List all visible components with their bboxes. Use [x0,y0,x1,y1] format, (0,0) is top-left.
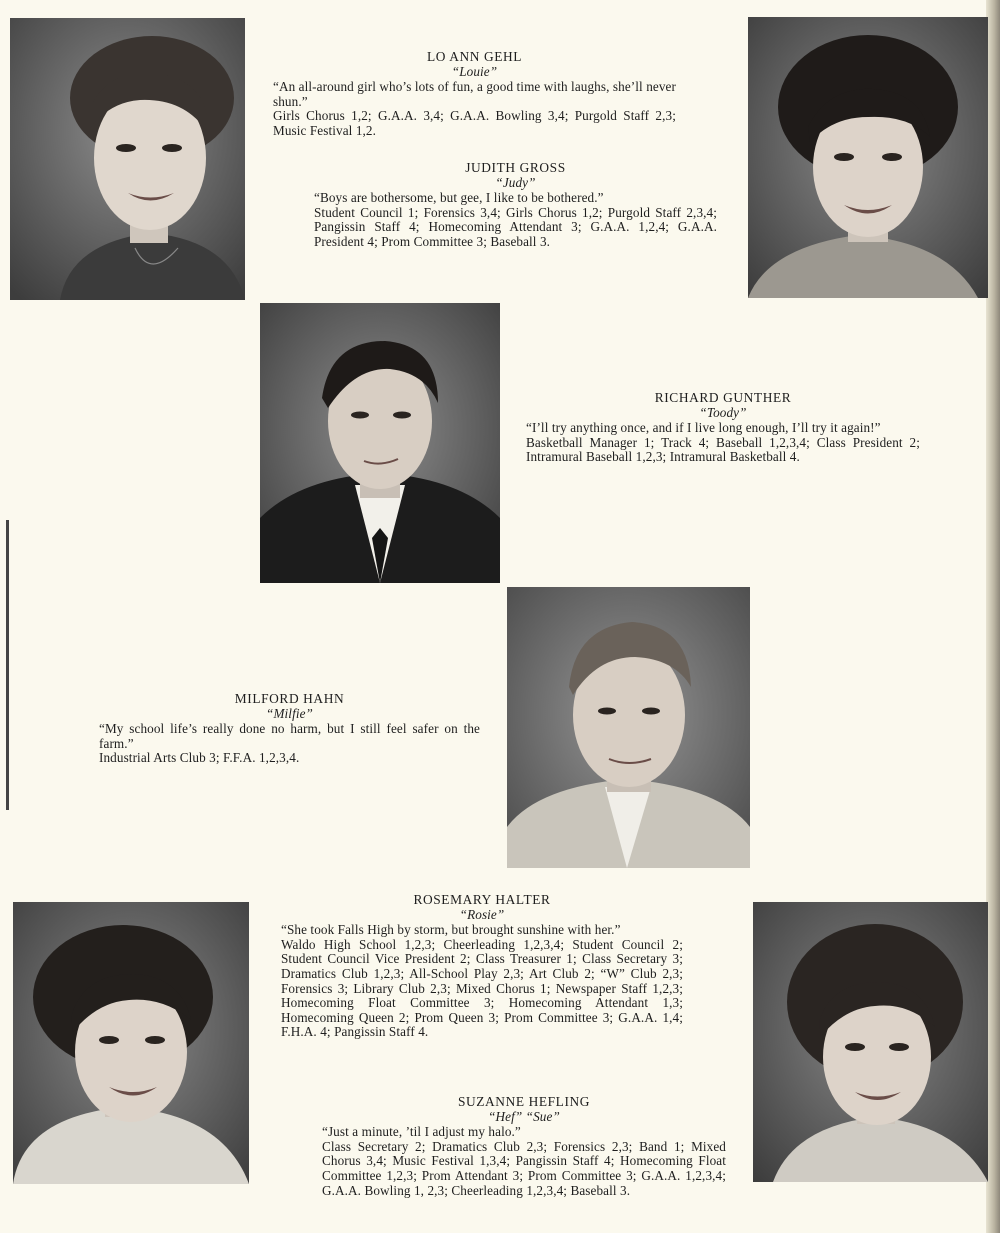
senior-activities: Class Secretary 2; Dramatics Club 2,3; Forensics 2,3; Band 1; Mixed Chorus 3,4; Music Festival 1,3,4; Pangissin Staff 4; Homecoming Float Committee 1,2,3; Prom Attendant 3; Prom Committee 3; G.A.A. 1,2,3,4; G.A.A. Bowling 1, 2,3; Cheerleading 1,2,3,4; Baseball 3. [322,1138,726,1198]
senior-quote: “My school life’s really done no harm, but I still feel safer on the farm.” [99,721,480,751]
senior-activities: Industrial Arts Club 3; F.F.A. 1,2,3,4. [99,750,300,766]
senior-nickname: “Toody” [699,404,747,420]
senior-nickname: “Rosie” [459,906,505,922]
portrait-photo-rosemary-halter [13,902,249,1184]
senior-nickname: “Milfie” [266,705,313,721]
senior-nickname: “Hef” “Sue” [488,1108,560,1124]
portrait-photo-lo-ann-gehl [10,18,245,300]
senior-activities: Girls Chorus 1,2; G.A.A. 3,4; G.A.A. Bowling 3,4; Purgold Staff 2,3; Music Festival 1,2. [273,108,676,138]
binding-mark [6,520,9,810]
senior-entry-richard-gunther [526,391,920,465]
senior-nickname: “Judy” [495,174,536,190]
portrait-photo-richard-gunther [260,303,500,583]
senior-entry-milford-hahn [99,692,480,766]
senior-quote: “An all-around girl who’s lots of fun, a good time with laughs, she’ll never shun.” [273,79,676,109]
page-edge [986,0,1000,1233]
senior-quote: “Boys are bothersome, but gee, I like to be bothered.” [314,190,604,206]
senior-name: LO ANN GEHL [426,49,523,64]
senior-name: ROSEMARY HALTER [413,892,551,907]
senior-activities: Waldo High School 1,2,3; Cheerleading 1,2,3,4; Student Council 2; Student Council Vice President 2; Class Treasurer 1; Class Secretary 3; Dramatics Club 1,2,3; All-School Play 2,3; Art Club 2; “W” Club 2,3; Forensics 3; Library Club 2,3; Mixed Chorus 1; Newspaper Staff 1,2,3; Homecoming Float Committee 3; Homecoming Attendant 1,3; Homecoming Queen 2; Prom Queen 3; Prom Committee 3; G.A.A. 1,4; F.H.A. 4; Pangissin Staff 4. [281,936,683,1040]
portrait-photo-suzanne-hefling [753,902,988,1182]
senior-nickname: “Louie” [451,63,498,79]
senior-entry-suzanne-hefling [322,1095,726,1198]
senior-activities: Student Council 1; Forensics 3,4; Girls Chorus 1,2; Purgold Staff 2,3,4; Pangissin Staff 4; Homecoming Attendant 3; G.A.A. 1,2,4; G.A.A. President 4; Prom Committee 3; Baseball 3. [314,204,717,249]
senior-name: JUDITH GROSS [465,160,566,175]
senior-name: RICHARD GUNTHER [654,390,792,405]
senior-quote: “Just a minute, ’til I adjust my halo.” [322,1124,521,1140]
senior-entry-lo-ann-gehl [273,50,676,139]
senior-name: MILFORD HAHN [234,691,345,706]
senior-activities: Basketball Manager 1; Track 4; Baseball 1,2,3,4; Class President 2; Intramural Baseball 1,2,3; Intramural Basketball 4. [526,434,920,465]
portrait-photo-judith-gross [748,17,988,298]
senior-quote: “I’ll try anything once, and if I live long enough, I’ll try it again!” [526,420,881,436]
portrait-photo-milford-hahn [507,587,750,868]
senior-entry-judith-gross [314,161,717,250]
senior-name: SUZANNE HEFLING [457,1094,591,1109]
senior-quote: “She took Falls High by storm, but brought sunshine with her.” [281,922,621,938]
senior-entry-rosemary-halter [281,893,683,1040]
